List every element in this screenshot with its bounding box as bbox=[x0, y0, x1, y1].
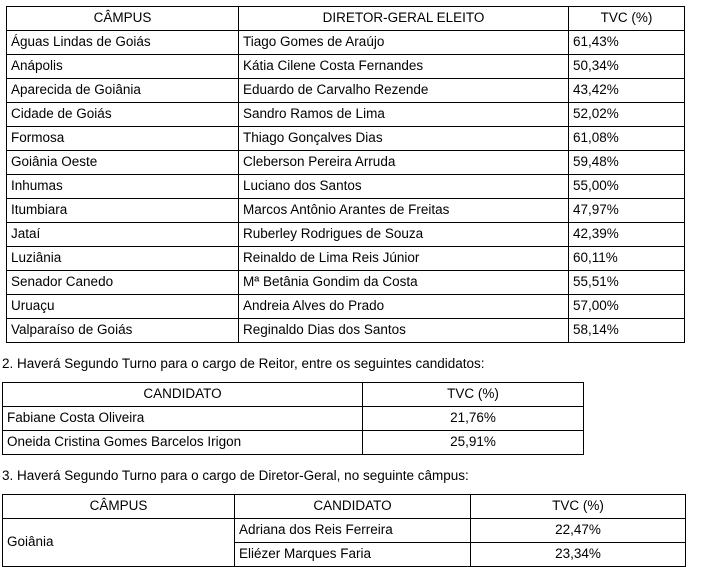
paragraph-diretor-runoff: 3. Haverá Segundo Turno para o cargo de Diretor-Geral, no seguinte câmpus: bbox=[2, 468, 469, 484]
cell-diretor: Andreia Alves do Prado bbox=[239, 295, 569, 319]
cell-tvc: 47,97% bbox=[569, 199, 685, 223]
table-row bbox=[7, 223, 685, 247]
table-row bbox=[3, 407, 584, 431]
table-row bbox=[7, 247, 685, 271]
cell-campus: Goiânia Oeste bbox=[7, 151, 239, 175]
cell-tvc: 22,47% bbox=[471, 519, 686, 543]
column-header-tvc: TVC (%) bbox=[471, 495, 686, 519]
cell-campus: Valparaíso de Goiás bbox=[7, 319, 239, 343]
table-row bbox=[7, 271, 685, 295]
column-header-tvc: TVC (%) bbox=[569, 7, 685, 31]
cell-diretor: Thiago Gonçalves Dias bbox=[239, 127, 569, 151]
cell-diretor: Reginaldo Dias dos Santos bbox=[239, 319, 569, 343]
cell-tvc: 60,11% bbox=[569, 247, 685, 271]
cell-tvc: 61,43% bbox=[569, 31, 685, 55]
table-reitor-runoff bbox=[2, 382, 584, 455]
cell-tvc: 58,14% bbox=[569, 319, 685, 343]
cell-tvc: 61,08% bbox=[569, 127, 685, 151]
table-campus-directors bbox=[6, 6, 685, 343]
cell-tvc: 25,91% bbox=[363, 431, 584, 455]
cell-diretor: Reinaldo de Lima Reis Júnior bbox=[239, 247, 569, 271]
cell-campus: Goiânia bbox=[3, 519, 235, 567]
cell-tvc: 59,48% bbox=[569, 151, 685, 175]
table-row bbox=[7, 175, 685, 199]
column-header-tvc: TVC (%) bbox=[363, 383, 584, 407]
cell-tvc: 55,51% bbox=[569, 271, 685, 295]
cell-candidato: Oneida Cristina Gomes Barcelos Irigon bbox=[3, 431, 363, 455]
cell-diretor: Sandro Ramos de Lima bbox=[239, 103, 569, 127]
cell-tvc: 55,00% bbox=[569, 175, 685, 199]
cell-tvc: 42,39% bbox=[569, 223, 685, 247]
cell-campus: Luziânia bbox=[7, 247, 239, 271]
column-header-campus: CÂMPUS bbox=[7, 7, 239, 31]
column-header-candidato: CANDIDATO bbox=[3, 383, 363, 407]
cell-campus: Senador Canedo bbox=[7, 271, 239, 295]
cell-tvc: 57,00% bbox=[569, 295, 685, 319]
cell-campus: Águas Lindas de Goiás bbox=[7, 31, 239, 55]
cell-tvc: 43,42% bbox=[569, 79, 685, 103]
cell-diretor: Marcos Antônio Arantes de Freitas bbox=[239, 199, 569, 223]
cell-candidato: Eliézer Marques Faria bbox=[235, 543, 471, 567]
cell-campus: Itumbiara bbox=[7, 199, 239, 223]
cell-diretor: Eduardo de Carvalho Rezende bbox=[239, 79, 569, 103]
table-row bbox=[7, 127, 685, 151]
table-row bbox=[3, 431, 584, 455]
table-header-row bbox=[3, 495, 686, 519]
table-header-row bbox=[3, 383, 584, 407]
cell-tvc: 52,02% bbox=[569, 103, 685, 127]
cell-diretor: Mª Betânia Gondim da Costa bbox=[239, 271, 569, 295]
table-row bbox=[7, 151, 685, 175]
paragraph-reitor-runoff: 2. Haverá Segundo Turno para o cargo de Reitor, entre os seguintes candidatos: bbox=[2, 356, 485, 371]
cell-tvc: 23,34% bbox=[471, 543, 686, 567]
cell-diretor: Ruberley Rodrigues de Souza bbox=[239, 223, 569, 247]
table-row bbox=[7, 199, 685, 223]
column-header-campus: CÂMPUS bbox=[3, 495, 235, 519]
cell-diretor: Kátia Cilene Costa Fernandes bbox=[239, 55, 569, 79]
cell-diretor: Luciano dos Santos bbox=[239, 175, 569, 199]
column-header-candidato: CANDIDATO bbox=[235, 495, 471, 519]
table-row bbox=[7, 31, 685, 55]
cell-candidato: Fabiane Costa Oliveira bbox=[3, 407, 363, 431]
cell-tvc: 50,34% bbox=[569, 55, 685, 79]
cell-campus: Aparecida de Goiânia bbox=[7, 79, 239, 103]
cell-candidato: Adriana dos Reis Ferreira bbox=[235, 519, 471, 543]
cell-campus: Anápolis bbox=[7, 55, 239, 79]
cell-campus: Cidade de Goiás bbox=[7, 103, 239, 127]
table-row bbox=[7, 79, 685, 103]
table-header-row bbox=[7, 7, 685, 31]
table-row bbox=[3, 519, 686, 543]
table-row bbox=[7, 55, 685, 79]
table-row bbox=[7, 295, 685, 319]
table-row bbox=[7, 319, 685, 343]
cell-campus: Formosa bbox=[7, 127, 239, 151]
cell-tvc: 21,76% bbox=[363, 407, 584, 431]
table-diretor-runoff bbox=[2, 494, 686, 567]
table-row bbox=[7, 103, 685, 127]
cell-campus: Uruaçu bbox=[7, 295, 239, 319]
cell-diretor: Cleberson Pereira Arruda bbox=[239, 151, 569, 175]
column-header-diretor-geral-eleito: DIRETOR-GERAL ELEITO bbox=[239, 7, 569, 31]
cell-campus: Jataí bbox=[7, 223, 239, 247]
cell-campus: Inhumas bbox=[7, 175, 239, 199]
cell-diretor: Tiago Gomes de Araújo bbox=[239, 31, 569, 55]
